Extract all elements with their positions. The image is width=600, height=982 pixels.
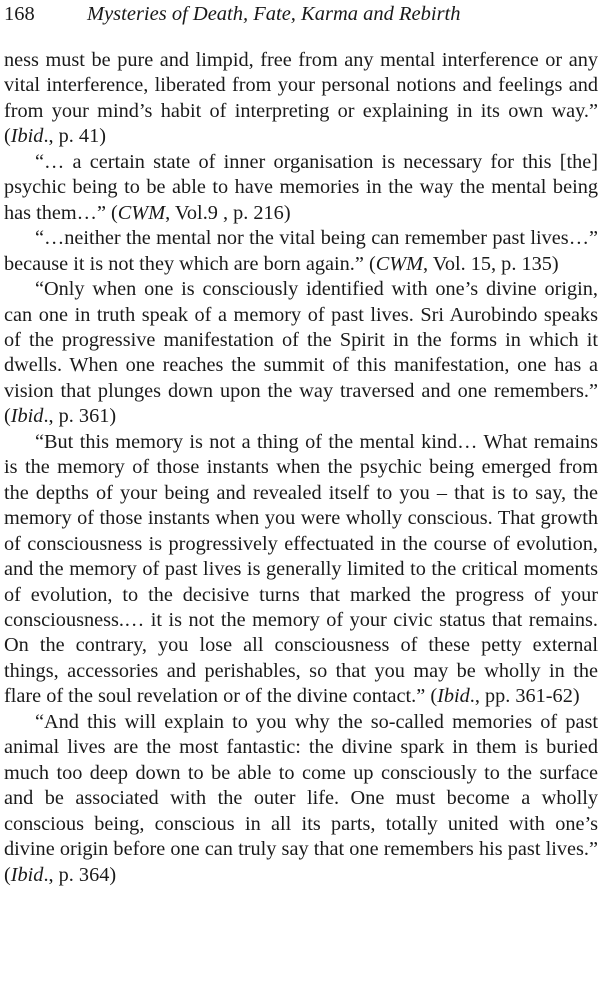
citation-open: ( (430, 685, 438, 708)
paragraph-quote (4, 277, 598, 430)
citation-location: , Vol.9 , p. 216) (165, 201, 291, 224)
paragraph-quote (4, 430, 598, 710)
paragraph-continued (4, 48, 598, 150)
citation-source: Ibid (10, 125, 44, 148)
citation-source: CWM (117, 201, 166, 224)
paragraph-text: “Only when one is consciously identified with one’s divine origin, can one in truth speak of a memory of past lives. Sri Aurobindo speaks of the progressive manifestation of the Spirit in the forms in which it dwells. When one reaches the summit of this manifestation, one has a vision that plunges down upon the way traversed and one remembers.” (4, 278, 598, 402)
book-title: Mysteries of Death, Fate, Karma and Rebirth (87, 3, 461, 25)
citation-source: Ibid (10, 405, 44, 428)
body-text (4, 48, 598, 888)
paragraph-text: “… a certain state of inner organisation is necessary for this [the] psychic being to be able to have memories in the way the mental being has them…” (4, 150, 598, 224)
citation-location: ., p. 41) (43, 125, 106, 148)
citation-open: ( (4, 125, 11, 148)
citation-location: ., p. 364) (43, 863, 117, 886)
paragraph-text: “…neither the mental nor the vital being can remember past lives…” because it is not they which are born again.” (4, 227, 598, 275)
citation-source: Ibid (437, 685, 470, 708)
page-number: 168 (4, 3, 35, 25)
citation-location: ., pp. 361-62) (469, 685, 580, 708)
paragraph-text: “And this will explain to you why the so-called memories of past animal lives are the most fantastic: the divine spark in them is buried much too deep down to be able to come up consciously to the surface and be associated with the outer life. One must become a wholly conscious being, conscious in all its parts, totally united with one’s divine origin before one can truly say that one remembers his past lives.” (4, 710, 598, 861)
citation-open: ( (4, 405, 11, 428)
citation-location: ., p. 361) (43, 405, 117, 428)
citation-open: ( (4, 863, 11, 886)
paragraph-text: ness must be pure and limpid, free from any mental interference or any vital interference, liberated from your personal notions and feelings and from your mind’s habit of interpreting or explaining in its own way.” (4, 49, 598, 122)
running-head (4, 1, 594, 29)
citation-location: , Vol. 15, p. 135) (423, 252, 559, 275)
citation-open: ( (368, 252, 376, 275)
citation-source: CWM (375, 252, 424, 275)
citation-source: Ibid (10, 863, 44, 886)
paragraph-text: “But this memory is not a thing of the mental kind… What remains is the memory of those instants when the psychic being emerged from the depths of your being and revealed itself to you – that is to say, the memory of those instants when you were wholly conscious. That growth of consciousness is progressively effectuated in the course of evolution, and the memory of past lives is generally limited to the critical moments of evolution, to the decisive turns that marked the progress of your consciousness.… it is not the memory of your civic status that remains. On the contrary, you lose all consciousness of these petty external things, accessories and perishables, so that you may be wholly in the flare of the soul revelation or of the divine contact.” (4, 430, 598, 708)
citation-open: ( (111, 201, 118, 224)
paragraph-quote (4, 710, 598, 888)
paragraph-quote (4, 150, 598, 226)
paragraph-quote (4, 226, 598, 277)
